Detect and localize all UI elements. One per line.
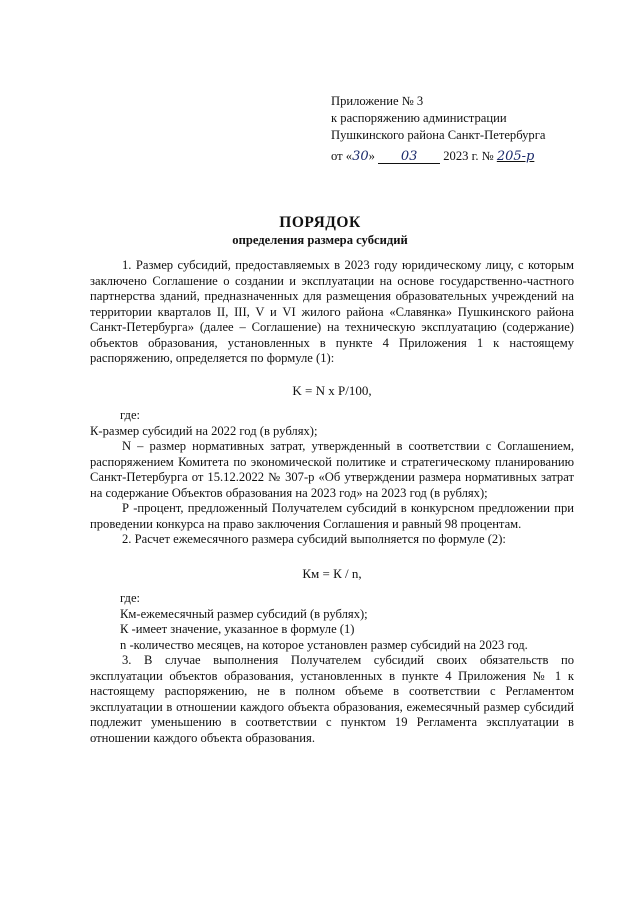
- date-mid: »: [368, 149, 375, 163]
- definition-n: N – размер нормативных затрат, утвержденный в соответствии с Соглашением, распоряжением Комитета по экономической политике и стратегическому планированию Санкт-Петербурга от 15.12.2022 № 307-р «Об утверждении размера нормативных затрат на содержание Объектов образования на 2023 год» на 2023 год (в рублях);: [90, 439, 574, 500]
- definition-months: n -количество месяцев, на которое установлен размер субсидий на 2023 год.: [120, 637, 528, 652]
- appendix-date-line: [331, 148, 545, 165]
- where-label-1: где:: [120, 408, 141, 422]
- appendix-reference: к распоряжению администрации: [331, 111, 507, 125]
- document-title: ПОРЯДОК: [279, 214, 361, 231]
- document-body: [90, 258, 574, 746]
- appendix-number: Приложение № 3: [331, 94, 424, 108]
- definition-km: Км-ежемесячный размер субсидий (в рублях);: [120, 606, 368, 621]
- paragraph-1: 1. Размер субсидий, предоставляемых в 2023 году юридическому лицу, с которым заключено Соглашение о создании и эксплуатации на основе государственно-частного партнерства зданий, предназначенных для размещения образовательных учреждений на территории кварталов II, III, V и VI жилого района «Славянка» Пушкинского района Санкт-Петербурга» (далее – Соглашение) на техническую эксплуатацию (содержание) объектов образования, установленных в пункте 4 Приложения 1 к настоящему распоряжению, определяется по формуле (1):: [90, 258, 574, 365]
- where-label-2: где:: [120, 591, 141, 605]
- date-day: 30: [352, 149, 369, 164]
- definition-p: Р -процент, предложенный Получателем субсидий в конкурсном предложении при проведении конкурса на право заключения Соглашения и равный 98 процентам.: [90, 501, 574, 531]
- document-number: 205-р: [496, 149, 535, 164]
- appendix-district: Пушкинского района Санкт-Петербурга: [331, 128, 546, 142]
- definition-k: К-размер субсидий на 2022 год (в рублях);: [90, 423, 318, 438]
- formula-2: Км = К / n,: [302, 565, 362, 581]
- date-year: 2023 г. №: [443, 149, 494, 163]
- paragraph-3: 3. В случае выполнения Получателем субсидий своих обязательств по эксплуатации объектов образования, установленных в пункте 4 Приложения № 1 к настоящему распоряжению, не в полном объеме в соответствии с Регламентом эксплуатации в отношении каждого объекта образования, ежемесячный размер субсидий подлежит уменьшению в соответствии с пунктом 19 Регламента эксплуатации в отношении каждого объекта образования.: [90, 653, 574, 745]
- document-subtitle: определения размера субсидий: [232, 233, 408, 247]
- appendix-header: [331, 93, 545, 165]
- definition-k2: К -имеет значение, указанное в формуле (1): [120, 622, 355, 636]
- paragraph-2: 2. Расчет ежемесячного размера субсидий выполняется по формуле (2):: [122, 532, 506, 546]
- date-month-field: [378, 148, 440, 164]
- date-month: 03: [400, 149, 418, 164]
- date-prefix: от «: [331, 149, 353, 163]
- formula-1: K = N x P/100,: [292, 382, 372, 398]
